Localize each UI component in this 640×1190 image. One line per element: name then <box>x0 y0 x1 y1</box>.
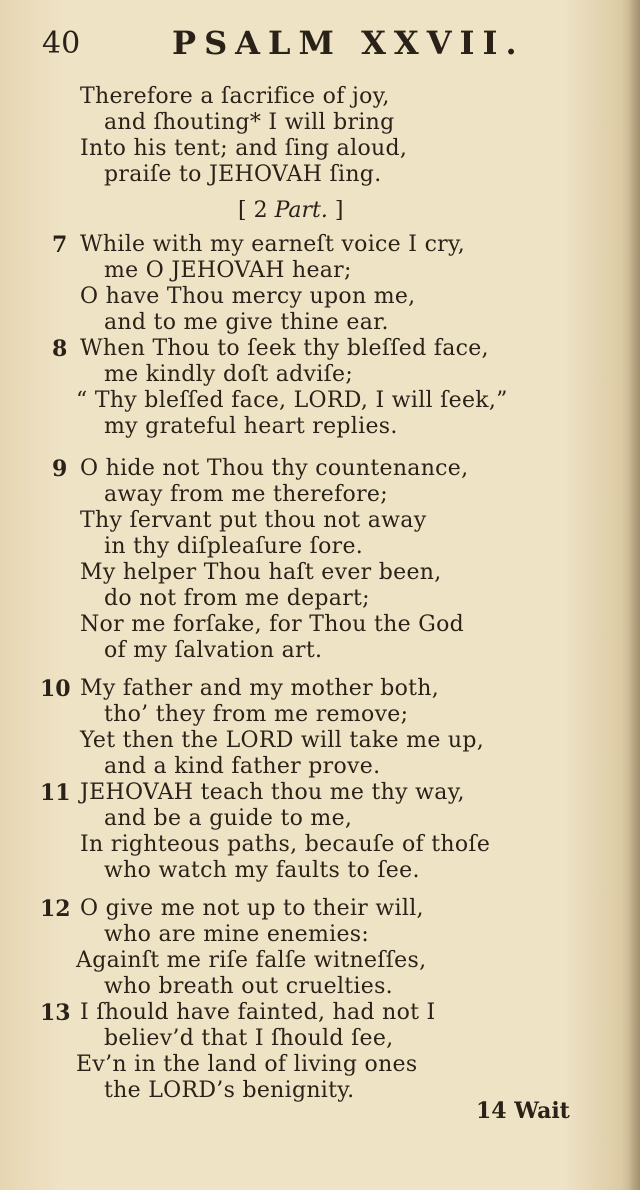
verse-line: When Thou to ſeek thy bleſſed face, <box>80 336 489 361</box>
verse-line: I ſhould have fainted, had not I <box>80 1000 436 1025</box>
catchword: 14 Wait <box>476 1098 570 1124</box>
verse-line: My helper Thou haſt ever been, <box>80 560 442 585</box>
verse-line: My father and my mother both, <box>80 676 440 701</box>
verse-line: in thy diſpleaſure ſore. <box>104 534 364 559</box>
verse-line: and a kind father prove. <box>104 754 381 779</box>
verse-line: who are mine enemies: <box>104 922 370 947</box>
verse-line: praiſe to JEHOVAH ſing. <box>104 162 382 187</box>
verse-number: 10 <box>40 676 71 702</box>
verse-line: Thy ſervant put thou not away <box>80 508 427 533</box>
page-edge-shadow <box>628 0 640 1190</box>
part-heading: [ 2 Part. ] <box>238 198 344 223</box>
verse-line: and to me give thine ear. <box>104 310 389 335</box>
verse-line: tho’ they from me remove; <box>104 702 409 727</box>
verse-line: While with my earneſt voice I cry, <box>80 232 466 257</box>
verse-line: and ſhouting* I will bring <box>104 110 395 135</box>
verse-line: of my ſalvation art. <box>104 638 323 663</box>
verse-number: 11 <box>40 780 71 806</box>
verse-line: who breath out cruelties. <box>104 974 393 999</box>
verse-line: Therefore a ſacrifice of joy, <box>80 84 390 109</box>
verse-line: believ’d that I ſhould ſee, <box>104 1026 394 1051</box>
verse-line: Nor me forſake, for Thou the God <box>80 612 465 637</box>
verse-line: the LORD’s benignity. <box>104 1078 355 1103</box>
page-number: 40 <box>42 26 81 61</box>
verse-line: O hide not Thou thy countenance, <box>80 456 469 481</box>
verse-number: 12 <box>40 896 71 922</box>
verse-number: 13 <box>40 1000 71 1026</box>
verse-line: my grateful heart replies. <box>104 414 398 439</box>
verse-number: 8 <box>52 336 68 362</box>
verse-line: me kindly doſt adviſe; <box>104 362 354 387</box>
verse-line: In righteous paths, becauſe of thoſe <box>80 832 491 857</box>
verse-line: Ev’n in the land of living ones <box>76 1052 418 1077</box>
verse-line: O have Thou mercy upon me, <box>80 284 416 309</box>
verse-line: and be a guide to me, <box>104 806 353 831</box>
verse-number: 9 <box>52 456 68 482</box>
verse-line: do not from me depart; <box>104 586 370 611</box>
verse-line: Againſt me riſe falſe witneſſes, <box>76 948 427 973</box>
verse-line: me O JEHOVAH hear; <box>104 258 352 283</box>
verse-line: “ Thy bleſſed face, LORD, I will ſeek,” <box>76 388 508 413</box>
verse-line: O give me not up to their will, <box>80 896 424 921</box>
page-title: PSALM XXVII. <box>172 24 525 62</box>
verse-line: JEHOVAH teach thou me thy way, <box>80 780 465 805</box>
verse-line: Yet then the LORD will take me up, <box>80 728 485 753</box>
verse-line: away from me therefore; <box>104 482 388 507</box>
verse-number: 7 <box>52 232 68 258</box>
verse-line: Into his tent; and ſing aloud, <box>80 136 408 161</box>
verse-line: who watch my faults to ſee. <box>104 858 420 883</box>
